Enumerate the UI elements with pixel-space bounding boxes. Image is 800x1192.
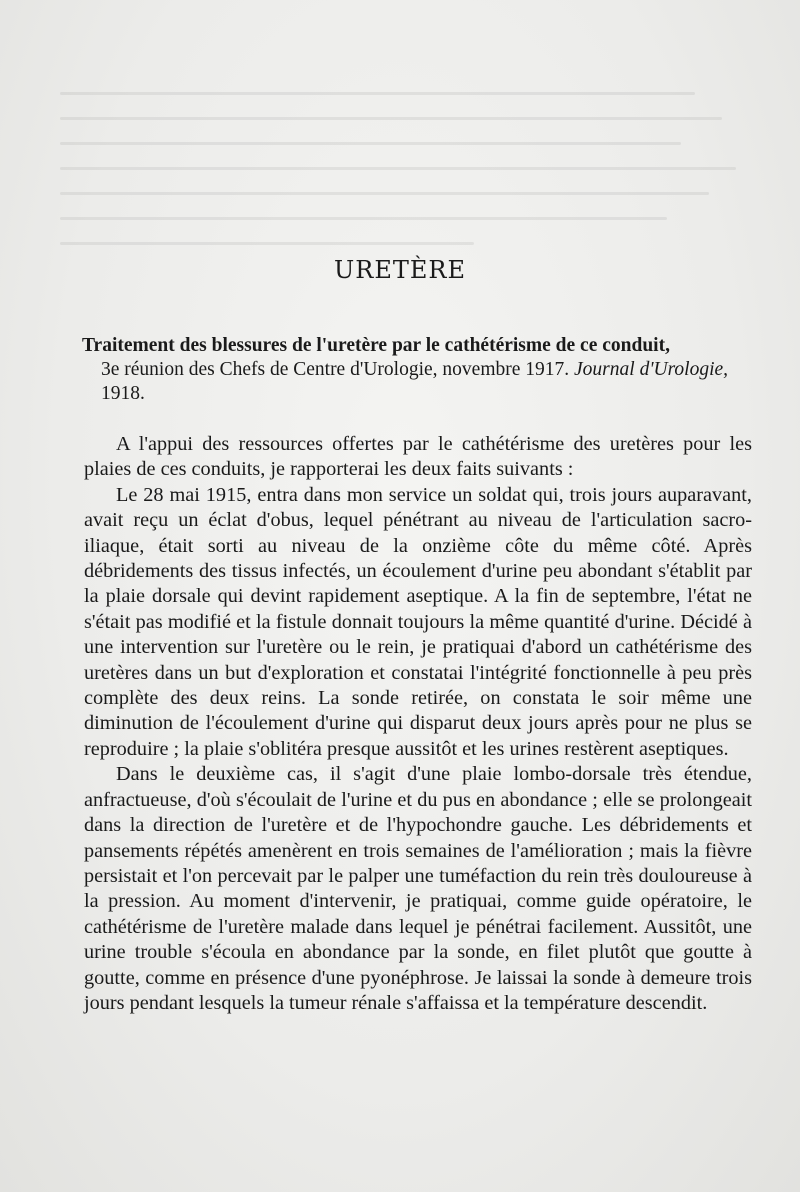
article-citation bbox=[82, 358, 752, 406]
journal-name: Journal d'Urologie, bbox=[574, 359, 729, 380]
citation-year: 1918. bbox=[101, 383, 145, 404]
paragraph: Le 28 mai 1915, entra dans mon service un soldat qui, trois jours auparavant, avait reçu un éclat d'obus, lequel pénétrant au niveau de l'articulation sacro-iliaque, était sorti au niveau de la onzième côte du même côté. Après débridements des tissus infectés, un écoulement d'urine peu abondant s'établit par la plaie dorsale qui devint rapidement aseptique. A la fin de septembre, l'état ne s'était pas modifié et la fistule donnait toujours la même quantité d'urine. Décidé à une intervention sur l'uretère ou le rein, je pratiquai d'abord un cathétérisme des uretères dans un but d'exploration et constatai l'intégrité fonctionnelle à peu près complète des deux reins. La sonde retirée, on constata le soir même une diminution de l'écoulement d'urine qui disparut deux jours après pour ne plus se reproduire ; la plaie s'oblitéra presque aussitôt et les urines restèrent aseptiques. bbox=[84, 483, 752, 760]
paragraph: Dans le deuxième cas, il s'agit d'une plaie lombo-dorsale très étendue, anfractueuse, d'où s'écoulait de l'urine et du pus en abondance ; elle se prolongeait dans la direction de l'uretère et de l'hypochondre gauche. Les débridements et pansements répétés amenèrent en trois semaines de l'amélioration ; mais la fièvre persistait et l'on percevait par le palper une tuméfaction du rein très douloureuse à la pression. Au moment d'intervenir, je pratiquai, comme guide opératoire, le cathétérisme de l'uretère malade dans lequel je pénétrai facilement. Aussitôt, une urine trouble s'écoula en abondance par la sonde, en filet plutôt que goutte à goutte, comme en présence d'une pyonéphrose. Je laissai la sonde à demeure trois jours pendant lesquels la tumeur rénale s'affaissa et la température descendit. bbox=[84, 763, 752, 1014]
paragraph: A l'appui des ressources offertes par le cathétérisme des uretères pour les plaies de ces conduits, je rapporterai les deux faits suivants : bbox=[84, 433, 752, 481]
article-heading bbox=[82, 334, 752, 406]
section-title: URETÈRE bbox=[334, 256, 466, 284]
body-text bbox=[84, 432, 752, 1016]
bleed-through-text bbox=[60, 92, 750, 277]
citation-text: 3e réunion des Chefs de Centre d'Urologie, novembre 1917. bbox=[101, 359, 570, 380]
article-title: Traitement des blessures de l'uretère par le cathétérisme de ce conduit, bbox=[82, 335, 670, 356]
